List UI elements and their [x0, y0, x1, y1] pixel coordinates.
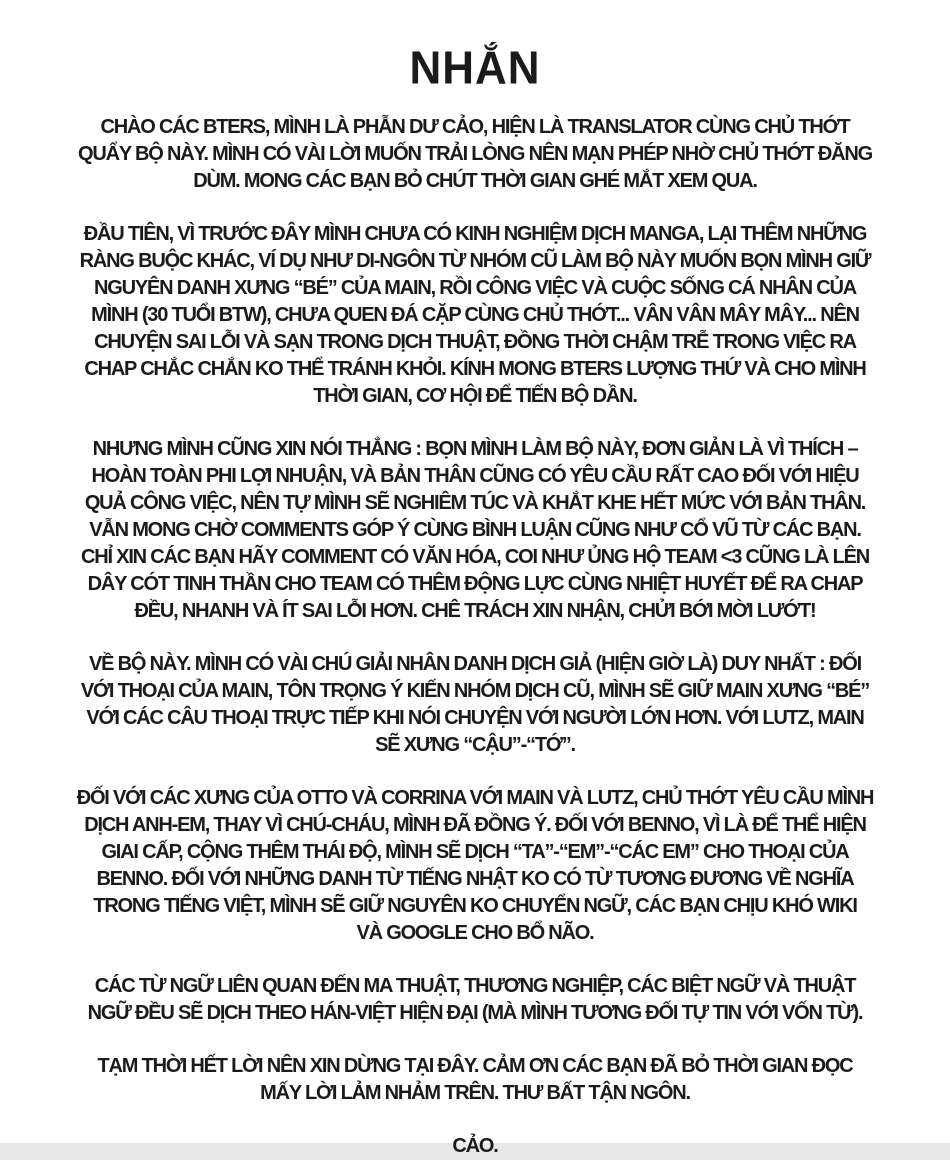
text-line: CHÀO CÁC BTERS, MÌNH LÀ PHẪN DƯ CẢO, HIỆN LÀ TRANSLATOR CÙNG CHỦ THỚT — [100, 116, 850, 138]
text-line: CẢO. — [452, 1135, 498, 1157]
text-line: ĐỐI VỚI CÁC XƯNG CỦA OTTO VÀ CORRINA VỚI MAIN VÀ LUTZ, CHỦ THỚT YÊU CẦU MÌNH — [76, 787, 874, 809]
paragraph-apology — [0, 221, 950, 410]
page-title: NHẮN — [409, 42, 541, 95]
text-line: CHUYỆN SAI LỖI VÀ SẠN TRONG DỊCH THUẬT, ĐỒNG THỜI CHẬM TRỄ TRONG VIỆC RA — [94, 331, 856, 353]
text-line: ĐỀU, NHANH VÀ ÍT SAI LỖI HƠN. CHÊ TRÁCH XIN NHẬN, CHỬI BỚI MỜI LƯỚT! — [134, 600, 816, 622]
text-line: CHAP CHẮC CHẮN KO THỂ TRÁNH KHỎI. KÍNH MONG BTERS LƯỢNG THỨ VÀ CHO MÌNH — [84, 358, 866, 380]
text-line: ĐẦU TIÊN, VÌ TRƯỚC ĐÂY MÌNH CHƯA CÓ KINH NGHIỆM DỊCH MANGA, LẠI THÊM NHỮNG — [83, 223, 867, 245]
text-line: RÀNG BUỘC KHÁC, VÍ DỤ NHƯ DI-NGÔN TỪ NHÓM CŨ LÀM BỘ NÀY MUỐN BỌN MÌNH GIỮ — [79, 250, 871, 272]
text-line: NHƯNG MÌNH CŨNG XIN NÓI THẲNG : BỌN MÌNH LÀM BỘ NÀY, ĐƠN GIẢN LÀ VÌ THÍCH – — [92, 438, 858, 460]
text-line: DỊCH ANH-EM, THAY VÌ CHÚ-CHÁU, MÌNH ĐÃ ĐỒNG Ý. ĐỐI VỚI BENNO, VÌ LÀ ĐỂ THỂ HIỆN — [84, 814, 866, 836]
paragraph-closing — [0, 1053, 950, 1107]
text-line: TẠM THỜI HẾT LỜI NÊN XIN DỪNG TẠI ĐÂY. CẢM ƠN CÁC BẠN ĐÃ BỎ THỜI GIAN ĐỌC — [97, 1055, 853, 1077]
text-line: HOÀN TOÀN PHI LỢI NHUẬN, VÀ BẢN THÂN CŨNG CÓ YÊU CẦU RẤT CAO ĐỐI VỚI HIỆU — [91, 465, 859, 487]
text-line: SẼ XƯNG “CẬU”-“TỚ”. — [375, 734, 575, 756]
signature — [0, 1133, 950, 1160]
text-line: GIAI CẤP, CỘNG THÊM THÁI ĐỘ, MÌNH SẼ DỊCH “TA”-“EM”-“CÁC EM” CHO THOẠI CỦA — [101, 841, 849, 863]
paragraph-terminology — [0, 973, 950, 1027]
text-line: DÙM. MONG CÁC BẠN BỎ CHÚT THỜI GIAN GHÉ MẮT XEM QUA. — [193, 170, 757, 192]
text-line: DÂY CÓT TINH THẦN CHO TEAM CÓ THÊM ĐỘNG LỰC CÙNG NHIỆT HUYẾT ĐỂ RA CHAP — [87, 573, 863, 595]
paragraph-naming-others — [0, 785, 950, 947]
text-line: CÁC TỪ NGỮ LIÊN QUAN ĐẾN MA THUẬT, THƯƠNG NGHIỆP, CÁC BIỆT NGỮ VÀ THUẬT — [94, 975, 856, 997]
text-line: TRONG TIẾNG VIỆT, MÌNH SẼ GIỮ NGUYÊN KO CHUYỂN NGỮ, CÁC BẠN CHỊU KHÓ WIKI — [93, 895, 857, 917]
text-line: VÀ GOOGLE CHO BỔ NÃO. — [356, 922, 594, 944]
text-line: MẤY LỜI LẢM NHẢM TRÊN. THƯ BẤT TẬN NGÔN. — [260, 1082, 690, 1104]
text-line: VỀ BỘ NÀY. MÌNH CÓ VÀI CHÚ GIẢI NHÂN DANH DỊCH GIẢ (HIỆN GIỜ LÀ) DUY NHẤT : ĐỐI — [89, 653, 861, 675]
text-line: BENNO. ĐỐI VỚI NHỮNG DANH TỪ TIẾNG NHẬT KO CÓ TỪ TƯƠNG ĐƯƠNG VỀ NGHĨA — [96, 868, 854, 890]
text-line: NGỮ ĐỀU SẼ DỊCH THEO HÁN-VIỆT HIỆN ĐẠI (MÀ MÌNH TƯƠNG ĐỐI TỰ TIN VỚI VỐN TỪ). — [87, 1002, 863, 1024]
paragraph-greeting — [0, 114, 950, 195]
text-line: QUẨY BỘ NÀY. MÌNH CÓ VÀI LỜI MUỐN TRẢI LÒNG NÊN MẠN PHÉP NHỜ CHỦ THỚT ĐĂNG — [78, 143, 872, 165]
text-line: CHỈ XIN CÁC BẠN HÃY COMMENT CÓ VĂN HÓA, COI NHƯ ỦNG HỘ TEAM <3 CŨNG LÀ LÊN — [80, 546, 869, 568]
text-line: NGUYÊN DANH XƯNG “BÉ” CỦA MAIN, RỒI CÔNG VIỆC VÀ CUỘC SỐNG CÁ NHÂN CỦA — [94, 277, 856, 299]
text-line: VỚI THOẠI CỦA MAIN, TÔN TRỌNG Ý KIẾN NHÓM DỊCH CŨ, MÌNH SẼ GIỮ MAIN XƯNG “BÉ” — [80, 680, 870, 702]
text-line: THỜI GIAN, CƠ HỘI ĐỂ TIẾN BỘ DẦN. — [313, 385, 637, 407]
paragraph-attitude — [0, 436, 950, 625]
text-line: VẪN MONG CHỜ COMMENTS GÓP Ý CÙNG BÌNH LUẬN CŨNG NHƯ CỔ VŨ TỪ CÁC BẠN. — [89, 519, 861, 541]
text-line: QUẢ CÔNG VIỆC, NÊN TỰ MÌNH SẼ NGHIÊM TÚC VÀ KHẮT KHE HẾT MỨC VỚI BẢN THÂN. — [84, 492, 866, 514]
text-line: VỚI CÁC CÂU THOẠI TRỰC TIẾP KHI NÓI CHUYỆN VỚI NGƯỜI LỚN HƠN. VỚI LUTZ, MAIN — [86, 707, 864, 729]
text-line: MÌNH (30 TUỔI BTW), CHƯA QUEN ĐÁ CẶP CÙNG CHỦ THỚT... VÂN VÂN MÂY MÂY... NÊN — [91, 304, 859, 326]
paragraph-naming-main — [0, 651, 950, 759]
